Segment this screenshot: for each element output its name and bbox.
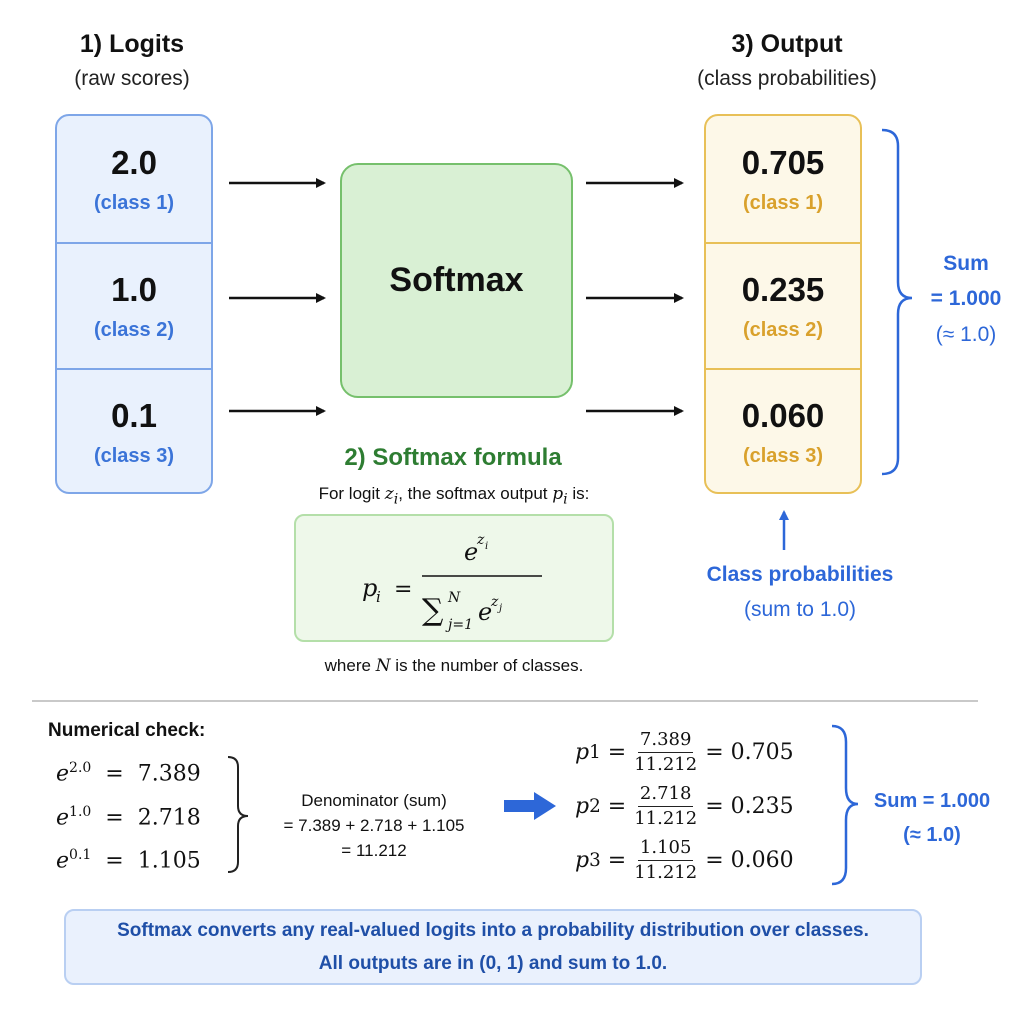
probabilities-note-sub: (sum to 1.0): [743, 598, 857, 621]
logit-class-label: (class 3): [93, 444, 175, 467]
denominator-block: [258, 788, 490, 863]
svg-text:e: e: [478, 598, 493, 626]
denominator-result: = 11.212: [341, 841, 407, 860]
svg-text:N: N: [448, 590, 461, 606]
output-value: 0.060: [741, 396, 825, 434]
summary-line-2: All outputs are in (0, 1) and sum to 1.0.: [318, 953, 668, 974]
svg-text:p: p: [362, 574, 378, 602]
section-divider: [32, 700, 978, 702]
output-value: 0.705: [741, 143, 825, 181]
output-arrows: [586, 183, 682, 411]
svg-text:=: =: [394, 577, 413, 602]
svg-text:i: i: [485, 541, 489, 552]
svg-text:j: j: [499, 603, 503, 614]
brace-icon: [228, 757, 248, 872]
check-sum-approx: (≈ 1.0): [903, 824, 961, 846]
output-heading: 3) Output: [731, 30, 843, 58]
denominator-title: Denominator (sum): [301, 791, 447, 810]
brace-icon: [832, 726, 858, 884]
logit-value: 1.0: [111, 270, 157, 308]
logit-value: 0.1: [111, 396, 157, 434]
formula-title: 2) Softmax formula: [344, 444, 562, 471]
svg-text:∑: ∑: [422, 593, 444, 628]
exp-row-1: $e^{2.0} = 7.389$: [56, 760, 201, 787]
svg-text:i: i: [376, 588, 381, 606]
output-class-label: (class 3): [742, 444, 824, 467]
summary-line-1: Softmax converts any real-valued logits into a probability distribution over classes.: [117, 920, 869, 941]
softmax-box: Softmax: [340, 163, 573, 398]
numerical-check-title: Numerical check:: [48, 720, 206, 741]
logit-class-label: (class 1): [93, 191, 175, 214]
probability-row-2: p 2 = $\frac{2.718}{11.212}$ = 0.235: [575, 782, 794, 829]
svg-text:j=1: j=1: [448, 617, 473, 633]
check-sum-text: Sum = 1.000: [873, 790, 991, 812]
svg-text:z: z: [477, 532, 485, 548]
probability-row-3: p 3 = $\frac{1.105}{11.212}$ = 0.060: [575, 836, 794, 883]
denominator-expression: = 7.389 + 2.718 + 1.105: [283, 816, 465, 835]
output-sum-approx: (≈ 1.0): [935, 323, 997, 346]
formula-intro: For logit $z_i$, the softmax output $p_i$ is:: [318, 484, 590, 508]
svg-text:e: e: [464, 538, 479, 566]
softmax-formula: [296, 516, 612, 640]
logits-subheading: (raw scores): [74, 67, 190, 90]
output-class-label: (class 2): [742, 318, 824, 341]
right-arrow-icon: [504, 792, 556, 820]
summary-box: [64, 909, 922, 985]
input-arrows: [229, 183, 324, 411]
output-sum-label: Sum: [943, 252, 989, 275]
brace-icon: [882, 130, 912, 474]
svg-text:z: z: [491, 594, 499, 610]
probability-row-1: p 1 = $\frac{7.389}{11.212}$ = 0.705: [575, 728, 794, 775]
exp-row-2: $e^{1.0} = 2.718$: [56, 804, 201, 831]
formula-where: where N is the number of classes.: [324, 656, 584, 676]
output-sum-value: = 1.000: [930, 287, 1002, 310]
exp-row-3: $e^{0.1} = 1.105$: [56, 847, 201, 874]
output-class-label: (class 1): [742, 191, 824, 214]
formula-box: [294, 514, 614, 642]
logits-heading: 1) Logits: [79, 30, 185, 58]
output-value: 0.235: [741, 270, 825, 308]
logit-class-label: (class 2): [93, 318, 175, 341]
probabilities-note-title: Class probabilities: [706, 563, 894, 586]
logit-value: 2.0: [111, 143, 157, 181]
output-subheading: (class probabilities): [697, 67, 877, 90]
